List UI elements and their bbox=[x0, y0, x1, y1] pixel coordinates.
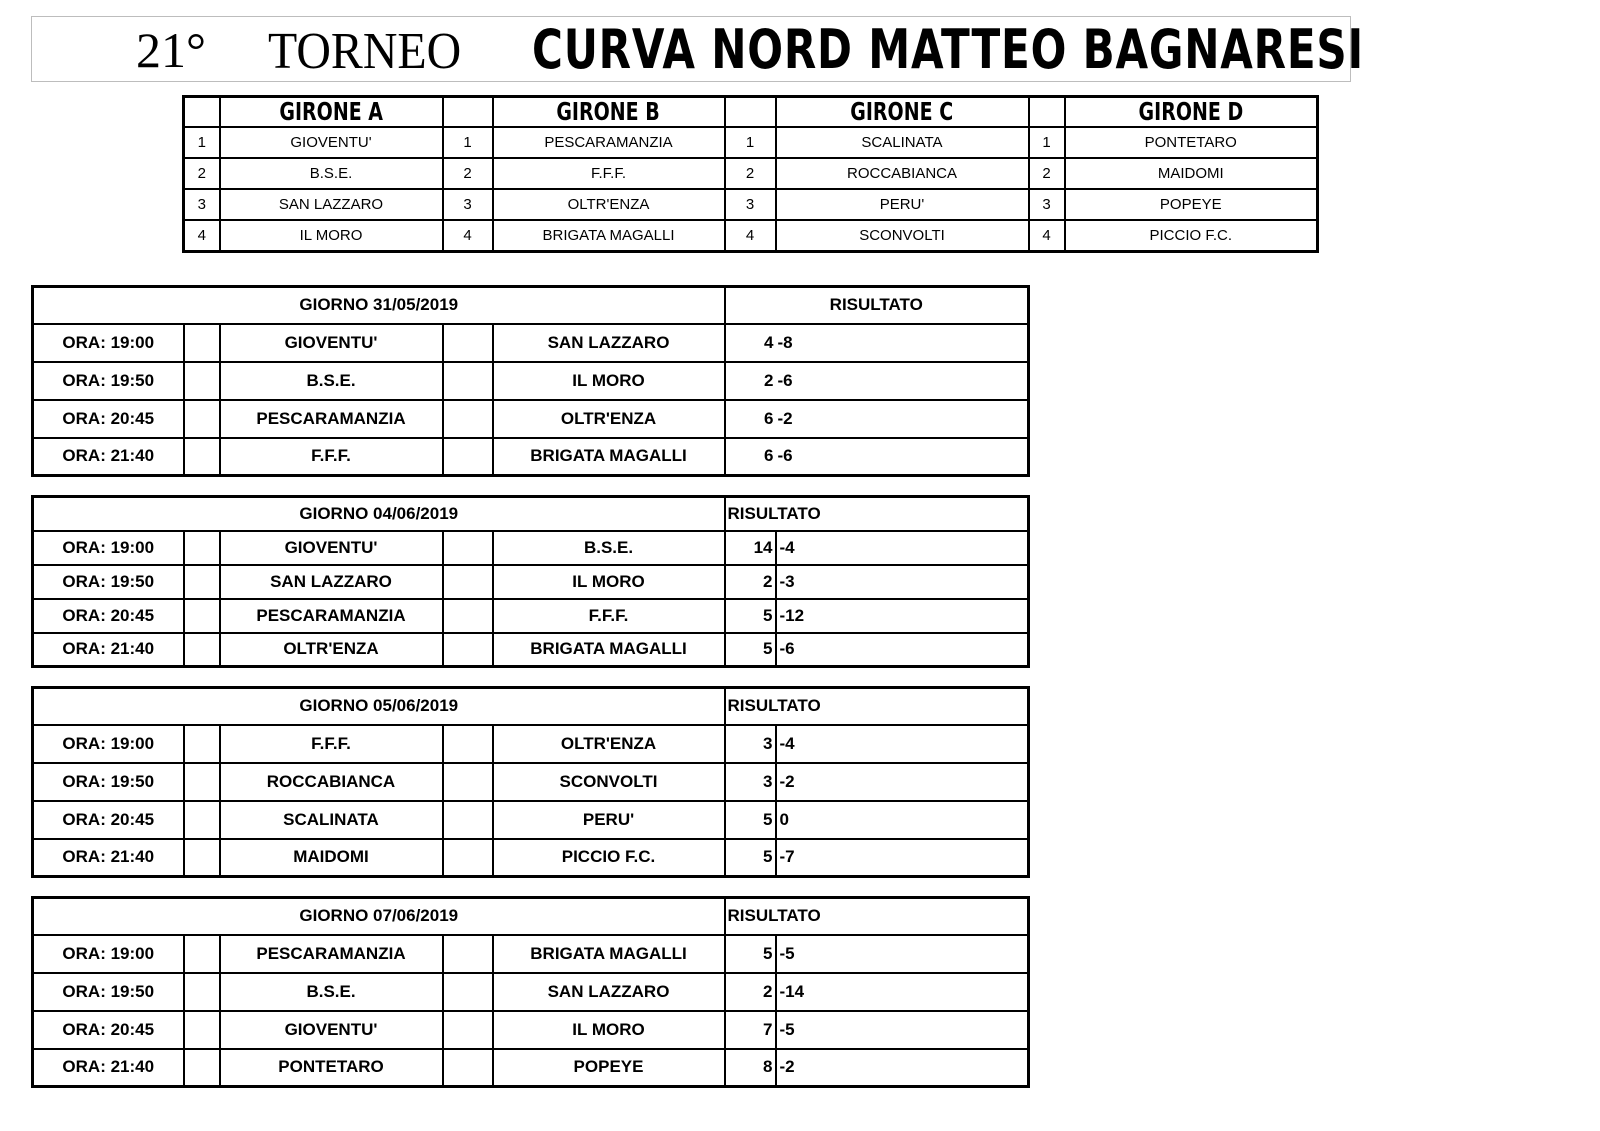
position: 4 bbox=[184, 220, 220, 252]
tournament-edition-number: 21° bbox=[136, 22, 206, 78]
team-name: F.F.F. bbox=[493, 158, 725, 189]
away-score: -14 bbox=[776, 973, 1029, 1011]
away-score: -4 bbox=[776, 725, 1029, 763]
match-time: ORA: 20:45 bbox=[33, 599, 184, 633]
group-b-name: GIRONE B bbox=[556, 97, 661, 126]
group-d-header bbox=[1065, 97, 1318, 128]
match-time: ORA: 21:40 bbox=[33, 1049, 184, 1087]
home-score: 5 bbox=[725, 599, 776, 633]
away-score: -4 bbox=[776, 531, 1029, 565]
match-row bbox=[33, 324, 1029, 362]
away-team: SCONVOLTI bbox=[493, 763, 725, 801]
match-row bbox=[33, 935, 1029, 973]
position: 2 bbox=[1029, 158, 1065, 189]
away-score: -7 bbox=[776, 839, 1029, 877]
matchday-date: GIORNO 04/06/2019 bbox=[33, 497, 725, 531]
home-score: 2 bbox=[725, 565, 776, 599]
spacer-cell bbox=[184, 438, 220, 476]
home-team: SCALINATA bbox=[220, 801, 443, 839]
match-time: ORA: 21:40 bbox=[33, 633, 184, 667]
match-row bbox=[33, 1011, 1029, 1049]
group-c-position-header bbox=[725, 97, 776, 128]
home-score: 2 bbox=[725, 973, 776, 1011]
matchday-table-1 bbox=[31, 285, 1030, 477]
away-score: -5 bbox=[776, 1011, 1029, 1049]
team-name: PONTETARO bbox=[1065, 127, 1318, 158]
away-team: PICCIO F.C. bbox=[493, 839, 725, 877]
match-row bbox=[33, 801, 1029, 839]
matchday-header-row bbox=[33, 688, 1029, 725]
spacer-cell bbox=[443, 801, 493, 839]
spacer-cell bbox=[443, 1011, 493, 1049]
match-row bbox=[33, 362, 1029, 400]
away-score: 0 bbox=[776, 801, 1029, 839]
position: 1 bbox=[184, 127, 220, 158]
spacer-cell bbox=[443, 599, 493, 633]
team-name: PESCARAMANZIA bbox=[493, 127, 725, 158]
away-score: -5 bbox=[776, 935, 1029, 973]
spacer-cell bbox=[443, 763, 493, 801]
team-name: GIOVENTU' bbox=[220, 127, 443, 158]
result-header: RISULTATO bbox=[725, 898, 1029, 935]
away-team: OLTR'ENZA bbox=[493, 725, 725, 763]
home-score: 5 bbox=[725, 935, 776, 973]
spacer-cell bbox=[443, 633, 493, 667]
spacer-cell bbox=[443, 362, 493, 400]
match-time: ORA: 20:45 bbox=[33, 1011, 184, 1049]
position: 2 bbox=[443, 158, 493, 189]
away-score: -6 bbox=[776, 362, 1029, 400]
team-name: BRIGATA MAGALLI bbox=[493, 220, 725, 252]
match-row bbox=[33, 725, 1029, 763]
spacer-cell bbox=[184, 362, 220, 400]
group-d-position-header bbox=[1029, 97, 1065, 128]
home-score: 6 bbox=[725, 438, 776, 476]
home-score: 5 bbox=[725, 839, 776, 877]
matchday-header-row bbox=[33, 898, 1029, 935]
groups-row bbox=[184, 220, 1318, 252]
home-score: 3 bbox=[725, 763, 776, 801]
match-time: ORA: 20:45 bbox=[33, 400, 184, 438]
match-row bbox=[33, 438, 1029, 476]
away-team: SAN LAZZARO bbox=[493, 973, 725, 1011]
home-team: GIOVENTU' bbox=[220, 324, 443, 362]
position: 2 bbox=[184, 158, 220, 189]
spacer-cell bbox=[443, 1049, 493, 1087]
away-team: BRIGATA MAGALLI bbox=[493, 633, 725, 667]
home-score: 6 bbox=[725, 400, 776, 438]
matchday-date: GIORNO 05/06/2019 bbox=[33, 688, 725, 725]
team-name: ROCCABIANCA bbox=[776, 158, 1029, 189]
away-score: -6 bbox=[776, 438, 1029, 476]
team-name: POPEYE bbox=[1065, 189, 1318, 220]
match-time: ORA: 19:00 bbox=[33, 725, 184, 763]
away-team: BRIGATA MAGALLI bbox=[493, 935, 725, 973]
match-time: ORA: 19:50 bbox=[33, 973, 184, 1011]
match-time: ORA: 19:50 bbox=[33, 362, 184, 400]
matchday-date: GIORNO 31/05/2019 bbox=[33, 287, 725, 324]
match-time: ORA: 19:50 bbox=[33, 565, 184, 599]
groups-row bbox=[184, 189, 1318, 220]
home-team: MAIDOMI bbox=[220, 839, 443, 877]
home-team: B.S.E. bbox=[220, 362, 443, 400]
home-team: GIOVENTU' bbox=[220, 531, 443, 565]
spacer-cell bbox=[184, 599, 220, 633]
group-b-position-header bbox=[443, 97, 493, 128]
match-row bbox=[33, 633, 1029, 667]
away-score: -8 bbox=[776, 324, 1029, 362]
group-d-name: GIRONE D bbox=[1138, 97, 1244, 126]
spacer-cell bbox=[443, 565, 493, 599]
match-time: ORA: 21:40 bbox=[33, 839, 184, 877]
team-name: OLTR'ENZA bbox=[493, 189, 725, 220]
spacer-cell bbox=[184, 763, 220, 801]
away-score: -6 bbox=[776, 633, 1029, 667]
matchday-header-row bbox=[33, 287, 1029, 324]
groups-header-row bbox=[184, 97, 1318, 128]
home-team: F.F.F. bbox=[220, 725, 443, 763]
home-score: 3 bbox=[725, 725, 776, 763]
team-name: IL MORO bbox=[220, 220, 443, 252]
result-header: RISULTATO bbox=[725, 287, 1029, 324]
home-score: 5 bbox=[725, 801, 776, 839]
position: 2 bbox=[725, 158, 776, 189]
team-name: B.S.E. bbox=[220, 158, 443, 189]
home-team: F.F.F. bbox=[220, 438, 443, 476]
home-score: 4 bbox=[725, 324, 776, 362]
spacer-cell bbox=[184, 400, 220, 438]
home-team: GIOVENTU' bbox=[220, 1011, 443, 1049]
away-score: -2 bbox=[776, 1049, 1029, 1087]
spacer-cell bbox=[184, 1049, 220, 1087]
group-c-header bbox=[776, 97, 1029, 128]
match-time: ORA: 19:00 bbox=[33, 935, 184, 973]
groups-table bbox=[182, 95, 1319, 253]
match-time: ORA: 21:40 bbox=[33, 438, 184, 476]
away-team: SAN LAZZARO bbox=[493, 324, 725, 362]
spacer-cell bbox=[184, 973, 220, 1011]
home-team: ROCCABIANCA bbox=[220, 763, 443, 801]
group-c-name: GIRONE C bbox=[850, 97, 954, 126]
home-team: PESCARAMANZIA bbox=[220, 599, 443, 633]
away-team: IL MORO bbox=[493, 565, 725, 599]
position: 3 bbox=[725, 189, 776, 220]
team-name: SAN LAZZARO bbox=[220, 189, 443, 220]
match-time: ORA: 19:50 bbox=[33, 763, 184, 801]
matchday-header-row bbox=[33, 497, 1029, 531]
home-team: PESCARAMANZIA bbox=[220, 935, 443, 973]
group-b-header bbox=[493, 97, 725, 128]
position: 3 bbox=[443, 189, 493, 220]
match-row bbox=[33, 839, 1029, 877]
matchday-table-2 bbox=[31, 495, 1030, 668]
tournament-title-banner bbox=[31, 16, 1364, 82]
position: 1 bbox=[1029, 127, 1065, 158]
spacer-cell bbox=[443, 839, 493, 877]
away-team: IL MORO bbox=[493, 1011, 725, 1049]
away-team: IL MORO bbox=[493, 362, 725, 400]
match-time: ORA: 19:00 bbox=[33, 324, 184, 362]
match-row bbox=[33, 1049, 1029, 1087]
team-name: SCALINATA bbox=[776, 127, 1029, 158]
away-team: F.F.F. bbox=[493, 599, 725, 633]
group-a-name: GIRONE A bbox=[279, 97, 383, 126]
spacer-cell bbox=[184, 1011, 220, 1049]
match-row bbox=[33, 599, 1029, 633]
home-team: SAN LAZZARO bbox=[220, 565, 443, 599]
spacer-cell bbox=[184, 324, 220, 362]
position: 1 bbox=[443, 127, 493, 158]
spacer-cell bbox=[184, 725, 220, 763]
spacer-cell bbox=[184, 633, 220, 667]
away-team: BRIGATA MAGALLI bbox=[493, 438, 725, 476]
home-team: OLTR'ENZA bbox=[220, 633, 443, 667]
home-score: 14 bbox=[725, 531, 776, 565]
team-name: MAIDOMI bbox=[1065, 158, 1318, 189]
spacer-cell bbox=[443, 438, 493, 476]
home-team: PESCARAMANZIA bbox=[220, 400, 443, 438]
spacer-cell bbox=[443, 324, 493, 362]
spacer-cell bbox=[443, 400, 493, 438]
match-row bbox=[33, 763, 1029, 801]
home-score: 2 bbox=[725, 362, 776, 400]
match-row bbox=[33, 565, 1029, 599]
spacer-cell bbox=[184, 935, 220, 973]
position: 3 bbox=[1029, 189, 1065, 220]
away-team: OLTR'ENZA bbox=[493, 400, 725, 438]
away-score: -3 bbox=[776, 565, 1029, 599]
spacer-cell bbox=[443, 531, 493, 565]
match-row bbox=[33, 400, 1029, 438]
away-team: B.S.E. bbox=[493, 531, 725, 565]
home-score: 5 bbox=[725, 633, 776, 667]
away-team: PERU' bbox=[493, 801, 725, 839]
team-name: PERU' bbox=[776, 189, 1029, 220]
match-time: ORA: 20:45 bbox=[33, 801, 184, 839]
tournament-name: CURVA NORD MATTEO BAGNARESI bbox=[532, 18, 1364, 81]
position: 4 bbox=[725, 220, 776, 252]
team-name: SCONVOLTI bbox=[776, 220, 1029, 252]
matchday-table-3 bbox=[31, 686, 1030, 878]
spacer-cell bbox=[184, 531, 220, 565]
group-a-header bbox=[220, 97, 443, 128]
spacer-cell bbox=[184, 801, 220, 839]
result-header: RISULTATO bbox=[725, 688, 1029, 725]
home-score: 7 bbox=[725, 1011, 776, 1049]
groups-row bbox=[184, 158, 1318, 189]
match-time: ORA: 19:00 bbox=[33, 531, 184, 565]
home-team: B.S.E. bbox=[220, 973, 443, 1011]
result-header: RISULTATO bbox=[725, 497, 1029, 531]
away-team: POPEYE bbox=[493, 1049, 725, 1087]
away-score: -2 bbox=[776, 763, 1029, 801]
away-score: -2 bbox=[776, 400, 1029, 438]
matchday-table-4 bbox=[31, 896, 1030, 1088]
match-row bbox=[33, 531, 1029, 565]
position: 4 bbox=[443, 220, 493, 252]
spacer-cell bbox=[443, 935, 493, 973]
groups-row bbox=[184, 127, 1318, 158]
away-score: -12 bbox=[776, 599, 1029, 633]
tournament-word: TORNEO bbox=[268, 23, 462, 80]
position: 4 bbox=[1029, 220, 1065, 252]
home-team: PONTETARO bbox=[220, 1049, 443, 1087]
position: 1 bbox=[725, 127, 776, 158]
spacer-cell bbox=[184, 839, 220, 877]
spacer-cell bbox=[184, 565, 220, 599]
position: 3 bbox=[184, 189, 220, 220]
spacer-cell bbox=[443, 973, 493, 1011]
matchday-date: GIORNO 07/06/2019 bbox=[33, 898, 725, 935]
home-score: 8 bbox=[725, 1049, 776, 1087]
team-name: PICCIO F.C. bbox=[1065, 220, 1318, 252]
group-a-position-header bbox=[184, 97, 220, 128]
spacer-cell bbox=[443, 725, 493, 763]
match-row bbox=[33, 973, 1029, 1011]
